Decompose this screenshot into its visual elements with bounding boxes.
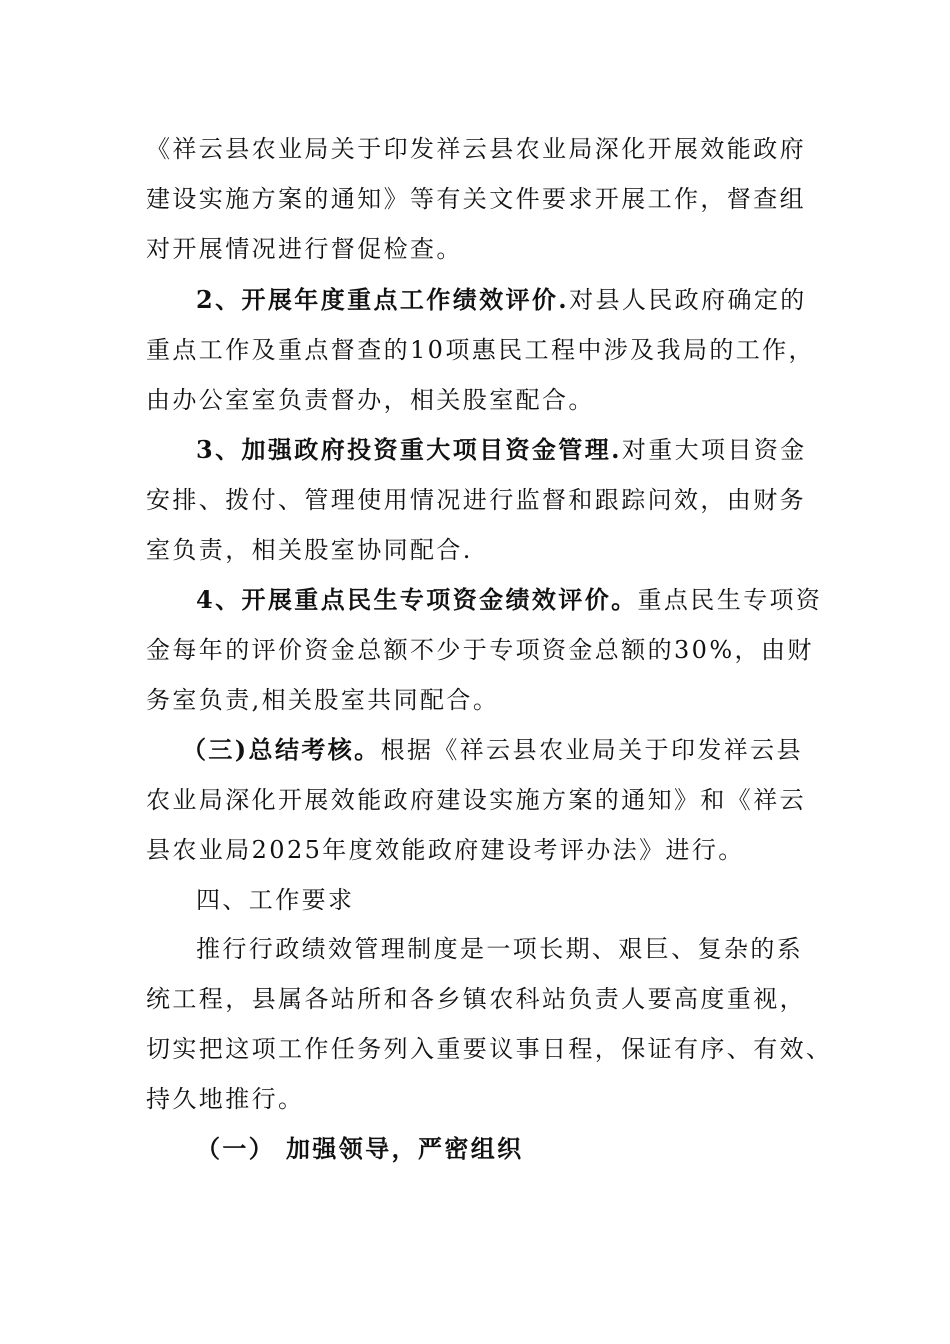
- item-3-heading: 3、加强政府投资重大项目资金管理.: [196, 435, 622, 464]
- paragraph-4-line-1: [196, 583, 826, 617]
- paragraph-6-line-4: 持久地推行。: [146, 1085, 305, 1113]
- paragraph-2-line-1: [196, 283, 826, 317]
- paragraph-3-line-1: [196, 433, 826, 467]
- paragraph-5-line-2: 农业局深化开展效能政府建设实施方案的通知》和《祥云: [146, 786, 806, 814]
- paragraph-6-line-3: 切实把这项工作任务列入重要议事日程，保证有序、有效、: [146, 1035, 833, 1063]
- section-3-heading: （三)总结考核。: [182, 735, 381, 764]
- paragraph-3-line-2: 安排、拨付、管理使用情况进行监督和跟踪问效，由财务: [146, 486, 806, 514]
- subsection-1-heading: （一） 加强领导，严密组织: [196, 1134, 524, 1163]
- paragraph-2-line-1-text: 对县人民政府确定的: [569, 286, 807, 314]
- paragraph-1-line-3: 对开展情况进行督促检查。: [146, 235, 463, 263]
- section-4-heading: 四、工作要求: [196, 886, 355, 914]
- paragraph-3-line-1-text: 对重大项目资金: [621, 436, 807, 464]
- paragraph-2-line-2: 重点工作及重点督查的10项惠民工程中涉及我局的工作，: [146, 336, 815, 364]
- item-4-heading: 4、开展重点民生专项资金绩效评价。: [196, 585, 638, 614]
- paragraph-1-line-2: 建设实施方案的通知》等有关文件要求开展工作，督查组: [146, 185, 806, 213]
- paragraph-4-line-2: 金每年的评价资金总额不少于专项资金总额的30%，由财: [146, 636, 814, 664]
- paragraph-6-line-2: 统工程，县属各站所和各乡镇农科站负责人要高度重视，: [146, 985, 806, 1013]
- paragraph-5-line-1: [182, 733, 826, 767]
- paragraph-5-line-3: 县农业局2025年度效能政府建设考评办法》进行。: [146, 836, 745, 864]
- paragraph-2-line-3: 由办公室室负责督办，相关股室配合。: [146, 386, 595, 414]
- paragraph-5-line-1-text: 根据《祥云县农业局关于印发祥云县: [380, 736, 803, 764]
- item-2-heading: 2、开展年度重点工作绩效评价.: [196, 285, 570, 314]
- paragraph-6-line-1: 推行行政绩效管理制度是一项长期、艰巨、复杂的系: [196, 935, 804, 963]
- paragraph-4-line-3: 务室负责,相关股室共同配合。: [146, 686, 500, 714]
- paragraph-3-line-3: 室负责，相关股室协同配合.: [146, 536, 473, 564]
- paragraph-4-line-1-text: 重点民生专项资: [637, 586, 823, 614]
- paragraph-1-line-1: 《祥云县农业局关于印发祥云县农业局深化开展效能政府: [146, 135, 806, 163]
